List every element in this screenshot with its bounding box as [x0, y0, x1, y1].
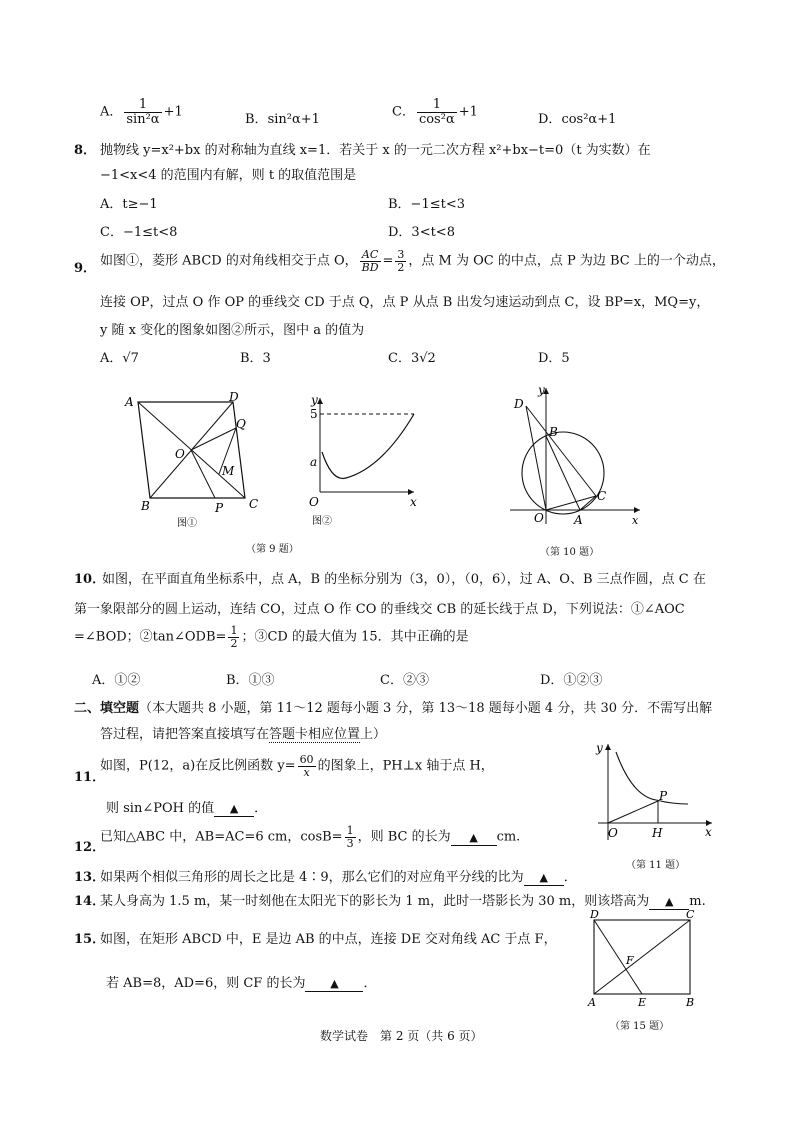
q10-line3: =∠BOD；②tan∠ODB= $\frac{1}{2}$ ；③CD 的最大值为 15．其中正确的是: [74, 624, 469, 650]
y-label: y: [311, 393, 318, 407]
figure-11: [588, 740, 718, 845]
label-f: F: [626, 954, 634, 967]
q14-answer-blank: ▲: [649, 895, 689, 910]
segment-de: [594, 920, 642, 994]
q10-option-b: B．①③: [226, 673, 275, 688]
q11-number: 11．: [74, 770, 106, 785]
segment-op: [608, 801, 658, 823]
q9-number: 9．: [74, 261, 97, 276]
label-a: A: [125, 395, 134, 409]
q13-line: 如果两个相似三角形的周长之比是 4∶9，那么它们的对应角平分线的比为 ▲ ．: [100, 870, 577, 885]
label-b: B: [686, 996, 695, 1009]
label-o: O: [608, 826, 618, 840]
label-b: B: [141, 499, 150, 513]
label-a: A: [574, 513, 583, 527]
label-b: B: [549, 425, 558, 439]
q9-option-d: D．5: [538, 351, 570, 366]
page-footer: 数学试卷 第 2 页（共 6 页）: [320, 1029, 483, 1043]
q14-line: 某人身高为 1.5 m，某一时刻他在太阳光下的影长为 1 m，此时一塔影长为 30 m，则该塔高为 ▲ m.: [100, 894, 706, 909]
q11-line2: 则 sin∠POH 的值 ▲ ．: [106, 801, 268, 816]
q9-line1: 如图①，菱形 ABCD 的对角线相交于点 O， $\frac{AC}{BD}$ = $\frac{3}{2}$ ，点 M 为 OC 的中点，点 P 为边 BC 上的一个动点，: [100, 248, 725, 274]
tick-5: 5: [310, 407, 318, 421]
label-m: M: [222, 464, 235, 478]
label-d: D: [514, 397, 524, 411]
figure-1-caption: 图①: [177, 518, 197, 528]
x-axis-arrow: [634, 507, 640, 513]
diagonal-ac: [594, 920, 690, 994]
q8-option-b: B．−1≤t<3: [388, 197, 465, 212]
q10-line2: 第一象限部分的圆上运动，连结 CO，过点 O 作 CO 的垂线交 CB 的延长线于点 D，下列说法：①∠AOC: [74, 602, 685, 617]
q14-number: 14．: [74, 894, 106, 909]
q13-answer-blank: ▲: [524, 871, 564, 886]
segment-dc: [526, 406, 596, 496]
q7-option-c: C． $\frac{1}{\text{cos²α}}$ +1: [392, 97, 478, 127]
figure-11-caption: （第 11 题）: [626, 860, 686, 871]
q15-answer-blank: ▲: [305, 977, 363, 992]
q11-line1: 如图，P(12，a)在反比例函数 y= $\frac{60}{x}$ 的图象上，PH⊥x 轴于点 H，: [100, 753, 494, 779]
tick-a: a: [310, 455, 318, 469]
q10-number: 10．: [74, 572, 106, 587]
q10-option-a: A．①②: [92, 673, 141, 688]
origin-label: O: [309, 495, 319, 509]
label-q: Q: [236, 417, 246, 431]
y-label: y: [538, 383, 545, 397]
q10-option-c: C．②③: [380, 673, 429, 688]
figure-9-caption: （第 9 题）: [246, 544, 299, 555]
label-h: H: [652, 826, 663, 840]
q12-line: 已知△ABC 中，AB=AC=6 cm，cosB= $\frac{1}{3}$ ，则 BC 的长为 ▲ cm.: [100, 824, 521, 850]
q7-option-d: D．cos²α+1: [538, 112, 617, 127]
label-d: D: [590, 908, 599, 921]
figure-2-caption: 图②: [312, 516, 332, 527]
q10-line1: 如图，在平面直角坐标系中，点 A，B 的坐标分别为（3，0），（0，6），过 A、O、B 三点作圆，点 C 在: [102, 572, 706, 587]
x-label: x: [705, 825, 712, 839]
q8-number: 8．: [74, 143, 97, 158]
q9-option-b: B．3: [240, 351, 271, 366]
label-c: C: [686, 908, 695, 921]
hyperbola-curve: [616, 752, 688, 804]
q13-number: 13．: [74, 870, 106, 885]
label-o: O: [175, 447, 185, 461]
q10-option-d: D．①②③: [540, 673, 603, 688]
label-c: C: [597, 489, 607, 503]
figure-15-caption: （第 15 题）: [610, 1021, 670, 1032]
q8-option-d: D．3<t<8: [388, 225, 455, 240]
y-axis-arrow: [605, 744, 611, 750]
q9-option-a: A．√7: [100, 351, 139, 366]
label-o: O: [534, 511, 544, 525]
q8-line2: −1<x<4 的范围内有解，则 t 的取值范围是: [100, 168, 357, 183]
label-a: A: [588, 996, 596, 1009]
q8-option-c: C．−1≤t<8: [100, 225, 178, 240]
q8-option-a: A．t≥−1: [100, 197, 158, 212]
figure-15: [584, 906, 704, 1010]
figure-9-rhombus: [115, 388, 275, 528]
q9-option-c: C．3√2: [388, 351, 436, 366]
y-axis-arrow: [317, 398, 323, 404]
q9-line2: 连接 OP，过点 O 作 OP 的垂线交 CD 于点 Q，点 P 从点 B 出发匀速运动到点 C，设 BP=x，MQ=y，: [100, 295, 710, 310]
q15-number: 15．: [74, 932, 106, 947]
q7-option-a: A． $\frac{1}{\text{sin²α}}$ +1: [100, 97, 183, 127]
section-2-header: 二、填空题（本大题共 8 小题，第 11～12 题每小题 3 分，第 13～18 题每小题 4 分，共 30 分．不需写出解: [74, 701, 713, 716]
q9-line3: y 随 x 变化的图象如图②所示，图中 a 的值为: [100, 323, 365, 338]
q15-line1: 如图，在矩形 ABCD 中，E 是边 AB 的中点，连接 DE 交对角线 AC 于点 F，: [100, 932, 557, 947]
figure-10-caption: （第 10 题）: [540, 547, 600, 558]
segment-op: [191, 450, 215, 498]
q11-answer-blank: ▲: [214, 802, 254, 817]
graph-curve: [322, 414, 414, 478]
q15-line2: 若 AB=8，AD=6，则 CF 的长为 ▲ ．: [106, 976, 377, 991]
label-p: P: [659, 789, 668, 803]
section-2-desc: 答过程，请把答案直接填写在答题卡相应位置上）: [100, 727, 387, 742]
q12-answer-blank: ▲: [451, 831, 497, 846]
q12-number: 12．: [74, 840, 106, 855]
y-label: y: [596, 741, 603, 755]
q8-line1: 抛物线 y=x²+bx 的对称轴为直线 x=1．若关于 x 的一元二次方程 x²+bx−t=0（t 为实数）在: [100, 143, 651, 158]
label-c: C: [249, 497, 259, 511]
label-d: D: [229, 390, 239, 404]
label-e: E: [638, 996, 647, 1009]
figure-10: [500, 382, 645, 530]
segment-do: [526, 406, 546, 510]
segment-ba: [546, 436, 580, 510]
label-p: P: [215, 501, 224, 515]
figure-9-graph: [292, 392, 422, 527]
x-label: x: [632, 514, 639, 527]
q7-option-b: B．sin²α+1: [245, 112, 320, 127]
x-label: x: [410, 495, 417, 509]
